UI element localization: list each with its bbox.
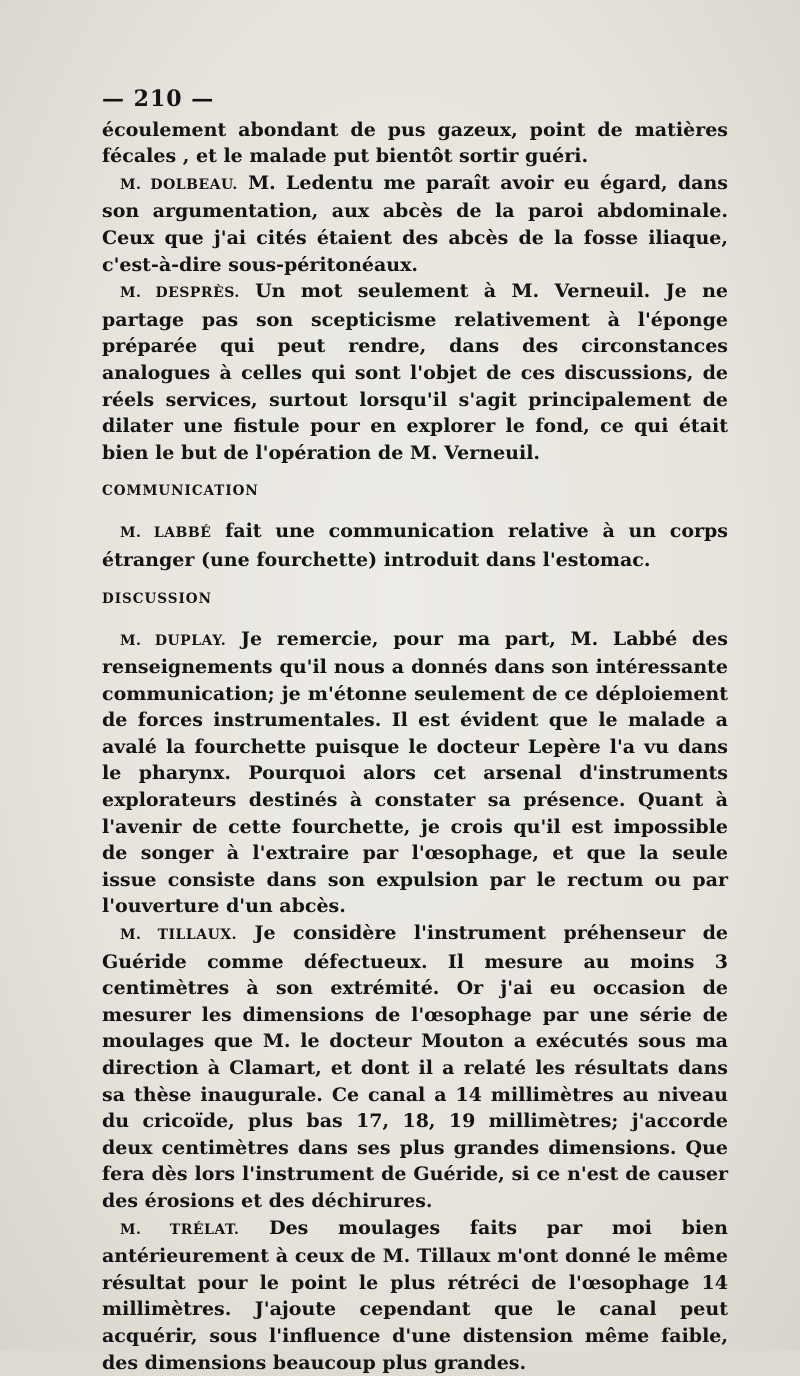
paragraph-text: fait une communication relative à un corps étranger (une fourchette) introduit dans l'estomac. [102, 520, 728, 571]
paragraph [102, 518, 728, 573]
paragraph-text: Je considère l'instrument préhenseur de Guéride comme défectueux. Il mesure au moins 3 centimètres à son extrémité. Or j'ai eu occasion de mesurer les dimensions de l'œsophage par une série de moulages que M. le docteur Mouton a exécutés sous ma direction à Clamart, et dont il a relaté les résultats dans sa thèse inaugurale. Ce canal a 14 millimètres au niveau du cricoïde, plus bas 17, 18, 19 millimètres; j'accorde deux centimètres dans ses plus grandes dimensions. Que fera dès lors l'instrument de Guéride, si ce n'est de causer des érosions et des déchirures. [102, 922, 728, 1212]
paragraph-text: Des moulages faits par moi bien antérieurement à ceux de M. Tillaux m'ont donné le même résultat pour le point le plus rétréci de l'œsophage 14 millimètres. J'ajoute cependant que le canal peut acquérir, sous l'influence d'une distension même faible, des dimensions beaucoup plus grandes. [102, 1216, 728, 1374]
paragraph [102, 920, 728, 1215]
page-number: — 210 — [102, 86, 215, 112]
paragraph-text: écoulement abondant de pus gazeux, point de matières fécales , et le malade put bientôt sortir guéri. [102, 118, 728, 168]
paragraph [102, 626, 728, 921]
paragraph-text: M. Ledentu me paraît avoir eu égard, dans son argumentation, aux abcès de la paroi abdominale. Ceux que j'ai cités étaient des abcès de la fosse iliaque, c'est-à-dire sous-péritonéaux. [102, 171, 729, 276]
paragraph-text: Je remercie, pour ma part, M. Labbé des renseignements qu'il nous a donnés dans son intéressante communication; je m'étonne seulement de ce déploiement de forces instrumentales. Il est évident que le malade a avalé la fourchette puisque le docteur Lepère l'a vu dans le pharynx. Pourquoi alors cet arsenal d'instruments explorateurs destinés à constater sa présence. Quant à l'avenir de cette fourchette, je crois qu'il est impossible de songer à l'extraire par l'œsophage, et que la seule issue consiste dans son expulsion par le rectum ou par l'ouverture d'un abcès. [102, 627, 728, 918]
speaker-name: M. TRÉLAT. [120, 1221, 240, 1238]
paragraph [102, 1215, 728, 1376]
speaker-name: M. DOLBEAU. [120, 176, 238, 193]
paragraph-text: Un mot seulement à M. Verneuil. Je ne partage pas son scepticisme relativement à l'éponge préparée qui peut rendre, dans des circonstances analogues à celles qui sont l'objet de ces discussions, de réels services, surtout lorsqu'il s'agit principalement de dilater une fistule pour en explorer le fond, ce qui était bien le but de l'opération de M. Verneuil. [102, 280, 728, 464]
paragraph [102, 170, 728, 278]
paragraph [102, 278, 728, 466]
speaker-name: M. LABBÉ [120, 525, 212, 542]
text-block [102, 86, 728, 1376]
speaker-name: M. DESPRÈS. [120, 285, 240, 302]
section-title-discussion: DISCUSSION [102, 590, 212, 607]
section-title-communication: COMMUNICATION [102, 483, 259, 500]
paragraph [102, 117, 728, 170]
speaker-name: M. TILLAUX. [120, 927, 238, 944]
speaker-name: M. DUPLAY. [120, 632, 227, 649]
